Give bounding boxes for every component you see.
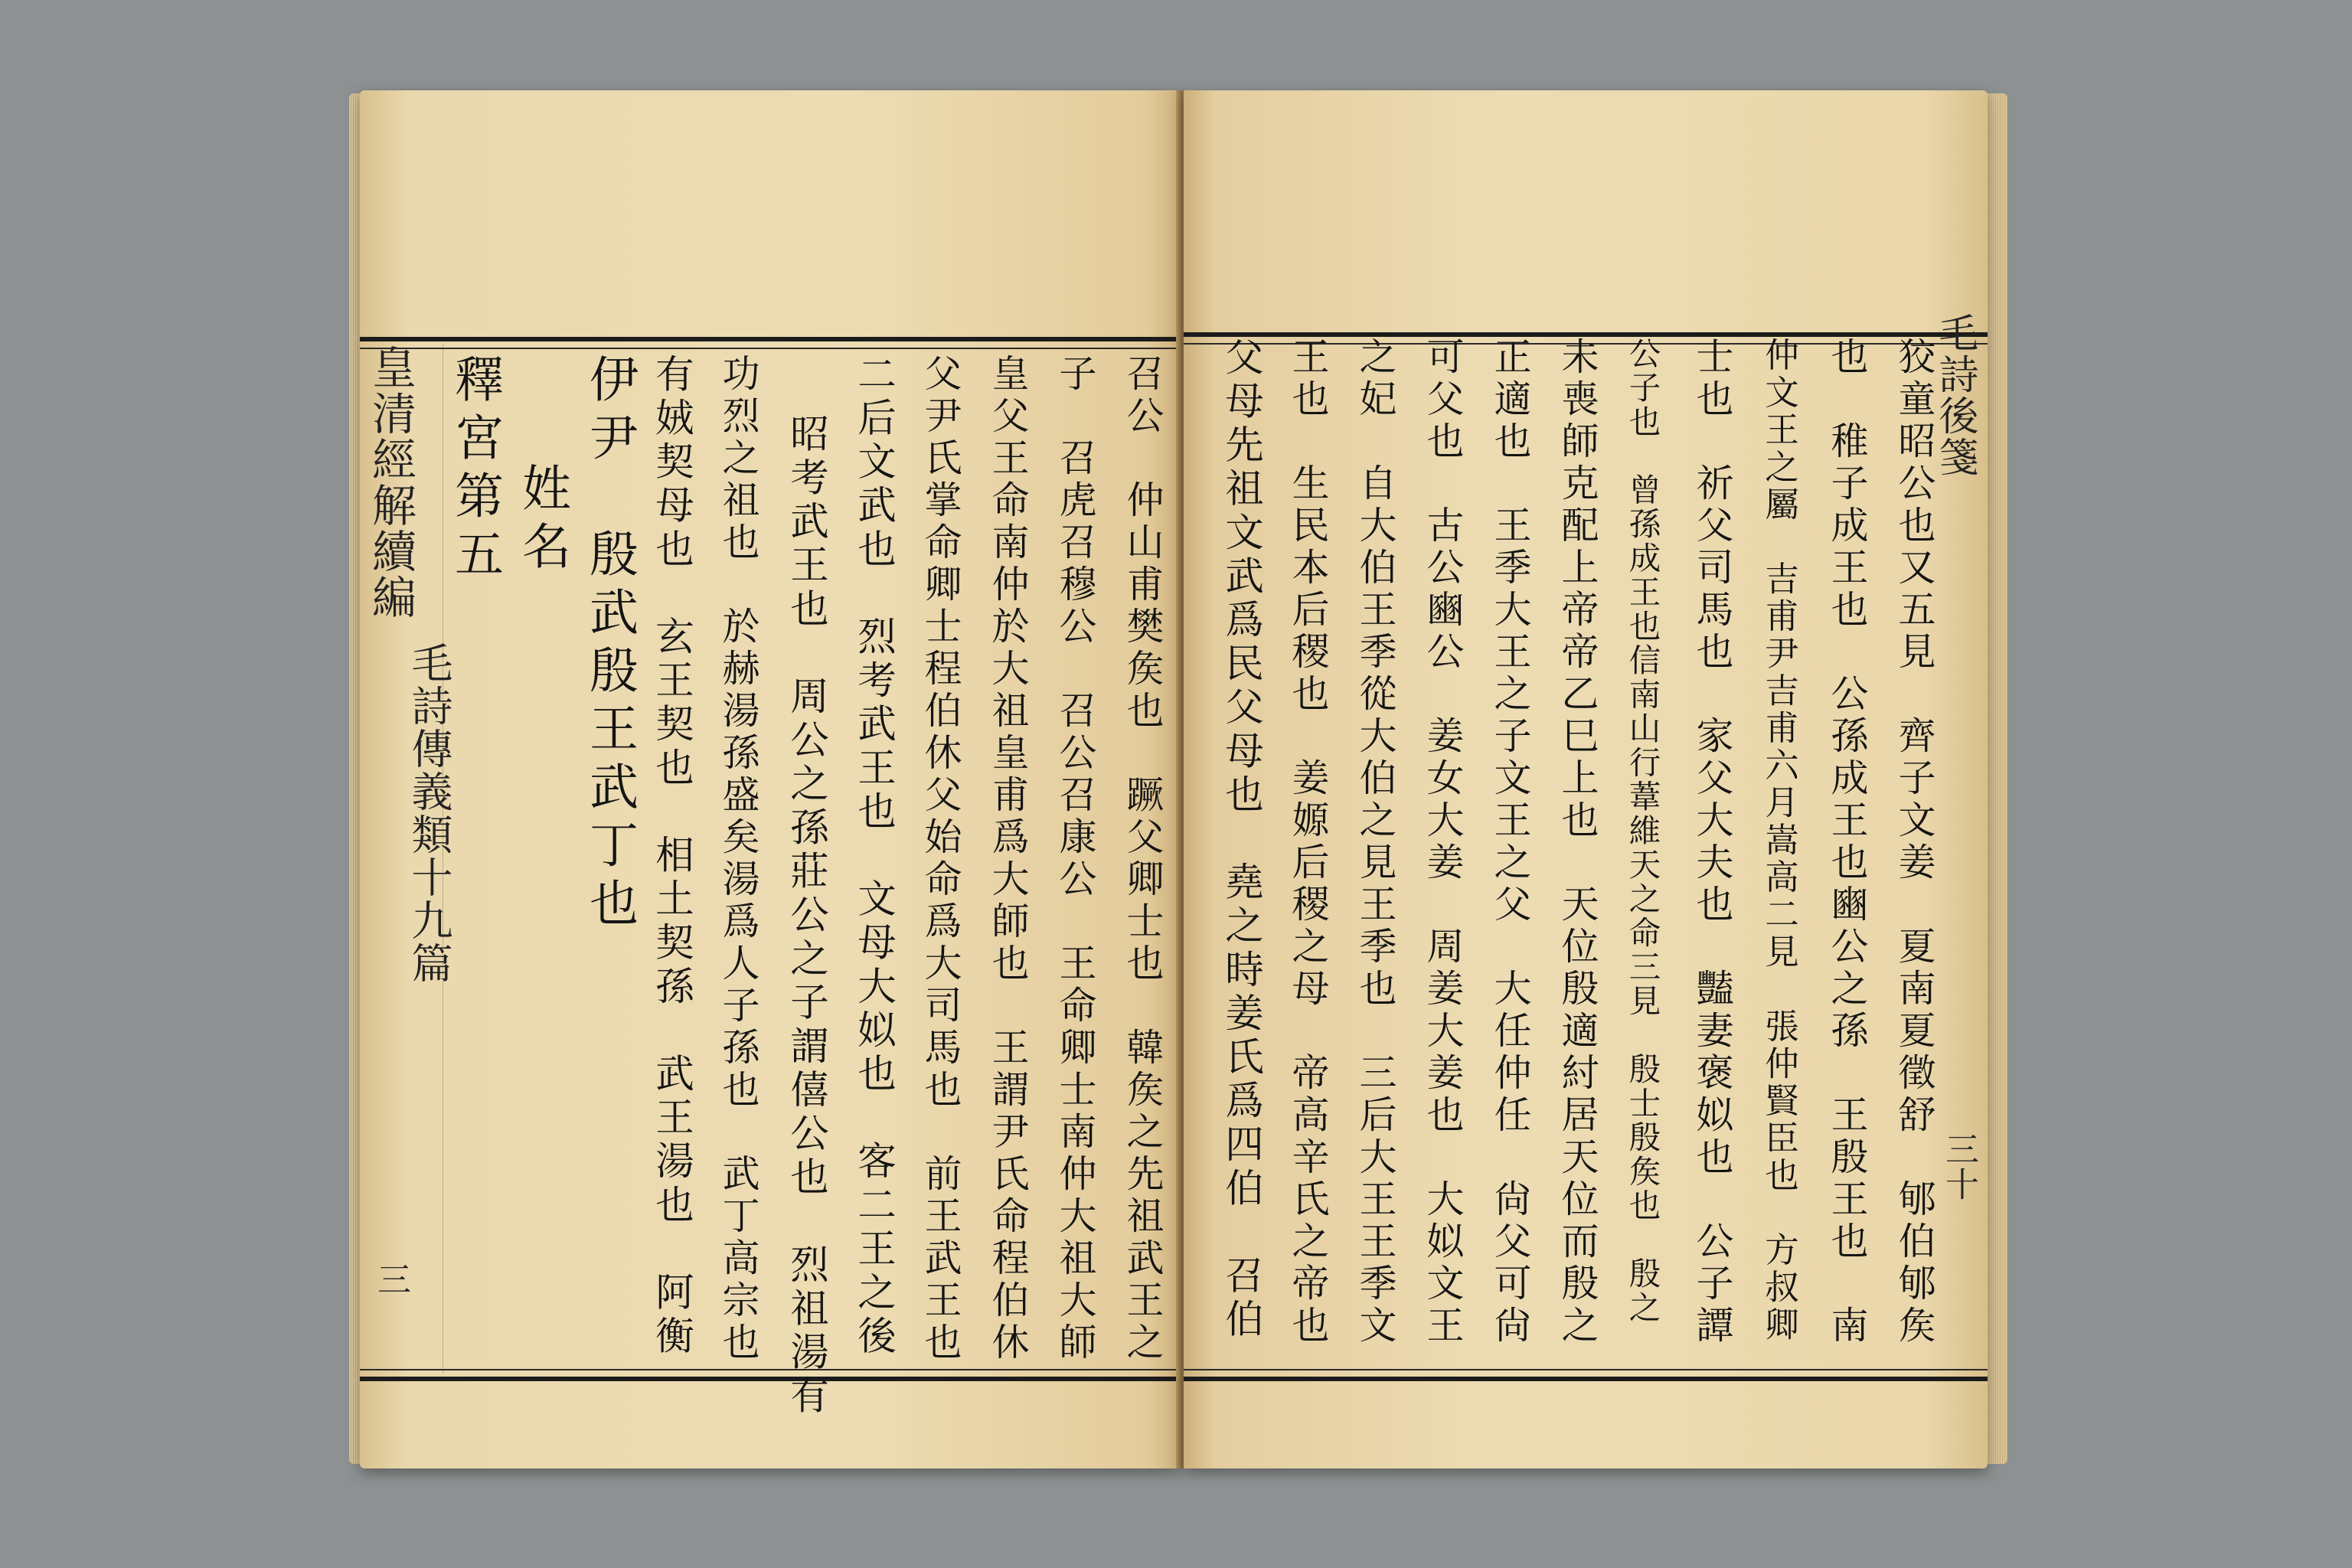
- open-book: [349, 83, 2011, 1484]
- right-col-2: 也 稚子成王也 公孫成王也豳公之孫 王殷王也 南: [1825, 337, 1869, 1348]
- left-col-3: 皇父王命南仲於大祖皇甫爲大師也 王謂尹氏命程伯休: [986, 354, 1030, 1364]
- right-col-1: 狡童昭公也又五見 齊子文姜 夏南夏徵舒 郇伯郇矦: [1893, 337, 1936, 1348]
- left-margin-page-number: 三: [371, 1262, 410, 1297]
- right-page: [1184, 90, 1988, 1468]
- left-page: [360, 90, 1179, 1468]
- right-margin-title: 毛詩後箋: [1932, 312, 1978, 478]
- right-col-9: 之妃 自大伯王季從大伯之見王季也 三后大王王季文: [1354, 337, 1397, 1348]
- right-col-6: 未喪師克配上帝帝乙巳上也 天位殷適紂居天位而殷之: [1556, 337, 1599, 1348]
- right-col-8: 可父也 古公豳公 姜女大姜 周姜大姜也 大姒文王: [1421, 337, 1465, 1348]
- right-col-11: 父母先祖文武爲民父母也 堯之時姜氏爲四伯 召伯: [1219, 337, 1265, 1343]
- left-col-5: 二后文武也 烈考武王也 文母大姒也 客二王之後: [851, 354, 897, 1360]
- left-margin-subtitle: 毛詩傳義類十九篇: [405, 642, 453, 985]
- right-col-5: 公子也 曾孫成王也信南山行葦維天之命三見 殷士殷矦也 殷之: [1623, 337, 1661, 1325]
- left-col-6: 昭考武王也 周公之孫莊公之子謂僖公也 烈祖湯有: [784, 413, 830, 1419]
- right-col-10: 王也 生民本后稷也 姜嫄后稷之母 帝高辛氏之帝也: [1286, 337, 1330, 1348]
- left-col-4: 父尹氏掌命卿士程伯休父始命爲大司馬也 前王武王也: [919, 354, 962, 1364]
- right-col-7: 正適也 王季大王之子文王之父 大任仲任 尙父可尙: [1488, 337, 1532, 1348]
- left-col-9: 伊尹 殷武殷王武丁也: [581, 354, 638, 936]
- right-margin-page-number: 三十: [1939, 1132, 1978, 1202]
- right-page-edge: [1984, 93, 2007, 1464]
- left-col-heading-names: 姓名: [514, 462, 570, 579]
- left-col-chapter-title: 釋宮第五: [446, 354, 503, 586]
- left-margin-title: 皇清經解續編: [364, 345, 416, 620]
- left-col-8: 有娀契母也 玄王契也 相土契孫 武王湯也 阿衡: [649, 354, 695, 1360]
- left-col-2: 子 召虎召穆公 召公召康公 王命卿士南仲大祖大師: [1054, 354, 1097, 1364]
- left-col-7: 功烈之祖也 於赫湯孫盛矣湯爲人子孫也 武丁高宗也: [717, 354, 760, 1364]
- right-col-3: 仲文王之屬 吉甫尹吉甫六月嵩高二見 張仲賢臣也 方叔卿: [1759, 337, 1798, 1344]
- right-col-4: 士也 祈父司馬也 家父大夫也 豔妻褒姒也 公子譚: [1690, 337, 1734, 1348]
- left-col-1: 召公 仲山甫樊矦也 蹶父卿士也 韓矦之先祖武王之: [1121, 354, 1165, 1364]
